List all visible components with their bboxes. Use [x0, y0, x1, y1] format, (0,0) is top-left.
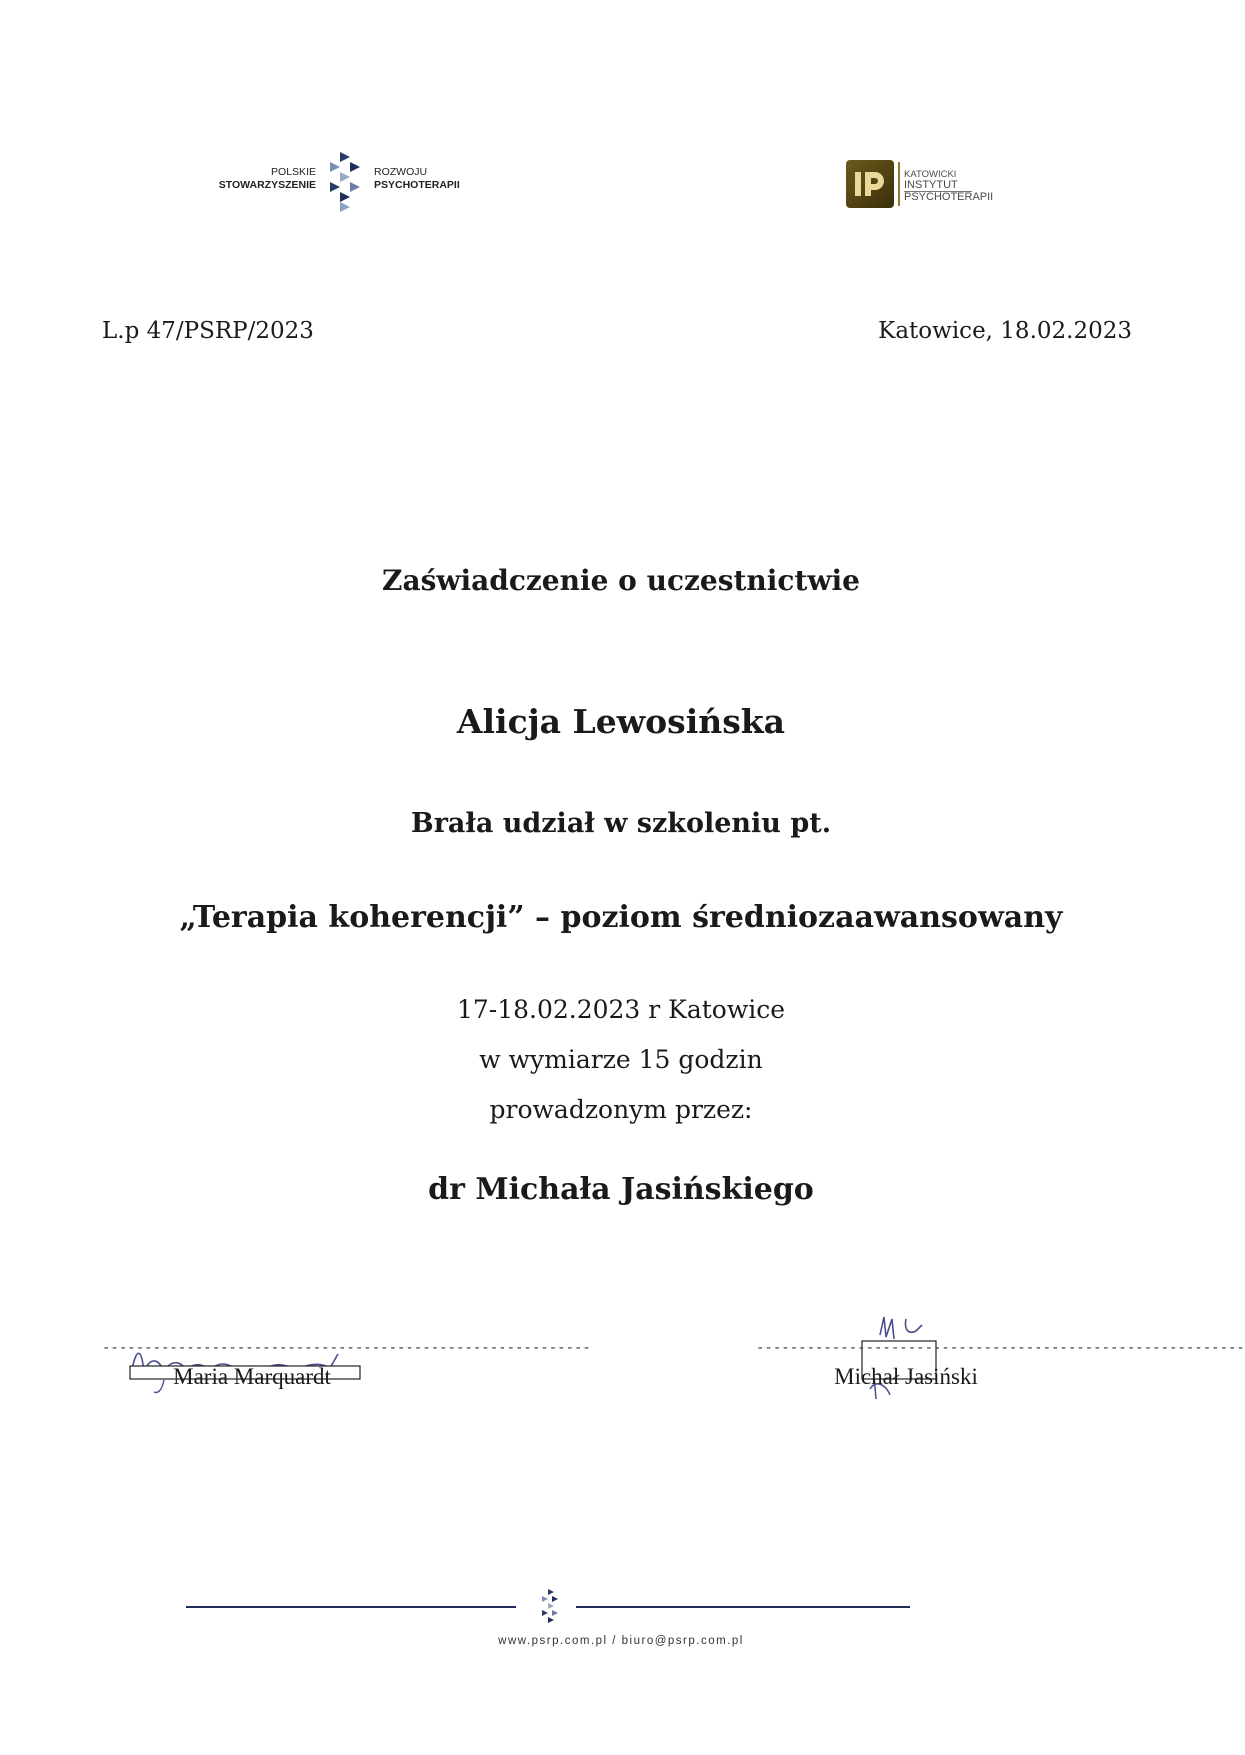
kip-divider — [898, 162, 900, 206]
signature-line-left: ---------------------------------------------------------- — [102, 1340, 591, 1356]
signature-block-left — [102, 1340, 591, 1390]
participation-statement: Brała udział w szkoleniu pt. — [410, 808, 832, 839]
signatory-right-name: Michał Jasiński — [834, 1364, 978, 1389]
psrp-left-line2: STOWARZYSZENIE — [218, 179, 316, 191]
participant-name: Alicja Lewosińska — [456, 702, 786, 741]
psrp-right-line2: PSYCHOTERAPII — [374, 179, 460, 191]
signature-line-right: ---------------------------------------------------------- — [756, 1340, 1245, 1356]
led-by-label: prowadzonym przez: — [489, 1095, 753, 1124]
certificate-title: Zaświadczenie o uczestnictwie — [382, 564, 860, 597]
psrp-footer-triangles-icon — [538, 1588, 562, 1626]
kip-line3: PSYCHOTERAPII — [904, 191, 994, 203]
psrp-right-line1: ROZWOJU — [374, 166, 428, 178]
kip-line2: INSTYTUT — [904, 180, 972, 192]
place-and-date: Katowice, 18.02.2023 — [878, 318, 1132, 344]
course-title: „Terapia koherencji” – poziom średniozaawansowany — [179, 900, 1063, 935]
kip-line1: KATOWICKI — [904, 169, 957, 180]
reference-number: L.p 47/PSRP/2023 — [102, 318, 314, 344]
psrp-triangles-icon — [322, 150, 366, 214]
kip-logo — [846, 160, 1026, 210]
signatory-left-name: Maria Marquardt — [173, 1364, 331, 1389]
kip-logo-text — [904, 169, 993, 203]
course-hours: w wymiarze 15 godzin — [479, 1045, 763, 1074]
footer-rule-left — [186, 1606, 516, 1608]
psrp-left-line1: POLSKIE — [271, 166, 316, 178]
kip-emblem-icon — [846, 160, 894, 208]
footer-contact: www.psrp.com.pl / biuro@psrp.com.pl — [498, 1635, 744, 1647]
course-dates-place: 17-18.02.2023 r Katowice — [456, 995, 786, 1024]
trainer-name: dr Michała Jasińskiego — [428, 1172, 814, 1207]
psrp-logo-left-text — [218, 166, 316, 192]
psrp-logo-right-text — [374, 166, 484, 192]
psrp-logo — [218, 150, 468, 214]
footer-rule-right — [576, 1606, 910, 1608]
signature-block-right — [756, 1340, 1245, 1390]
